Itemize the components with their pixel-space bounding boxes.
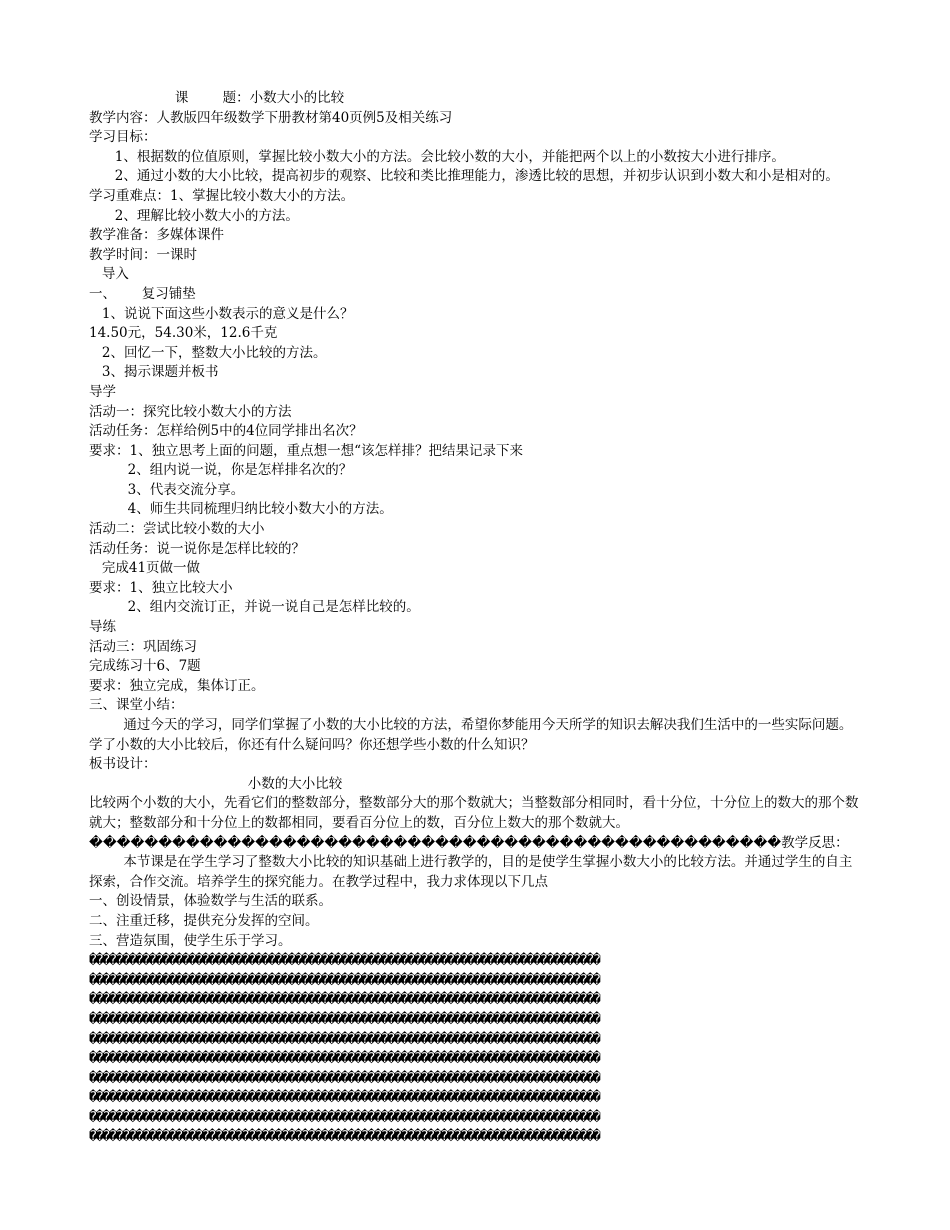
garbled-reflection-line: ��������������������������������������������������教学反思：: [89, 834, 849, 851]
garbled-line: �����������������������������������������������������������������������������: [89, 952, 600, 969]
teaching-content: 教学内容：人教版四年级数学下册教材第40页例5及相关练习: [89, 109, 453, 126]
document-page: [89, 89, 859, 1147]
activity-3-title: 活动三：巩固练习: [89, 638, 197, 655]
title-line: 课 题：小数大小的比较: [89, 90, 345, 106]
garbled-line: �����������������������������������������������������������������������������: [89, 1050, 600, 1067]
activity-2-title: 活动二：尝试比较小数的大小: [89, 521, 265, 538]
reflection-point-3: 三、营造氛围，使学生乐于学习。: [89, 932, 292, 949]
review-decimals: 14.50元，54.30米，12.6千克: [89, 325, 278, 342]
section-intro: 导入: [89, 266, 129, 283]
activity-1-req-1: 要求：1、独立思考上面的问题，重点想一想“该怎样排？把结果记录下来: [89, 442, 523, 459]
reflection-point-2: 二、注重迁移，提供充分发挥的空间。: [89, 912, 319, 929]
activity-1-title: 活动一：探究比较小数大小的方法: [89, 403, 292, 420]
section-review: 一、 复习铺垫: [89, 285, 196, 302]
activity-3-req: 要求：独立完成，集体订正。: [89, 677, 265, 694]
board-design-title: 小数的大小比较: [89, 775, 343, 792]
activity-2-exercise: 完成41页做一做: [89, 560, 201, 577]
garbled-line: �����������������������������������������������������������������������������: [89, 1108, 600, 1125]
learning-goals-heading: 学习目标：: [89, 129, 157, 146]
section-guided-practice: 导练: [89, 619, 116, 636]
activity-1-task: 活动任务：怎样给例5中的4位同学排出名次？: [89, 423, 363, 440]
reflection-paragraph: 本节课是在学生学习了整数大小比较的知识基础上进行教学的，目的是使学生掌握小数大小的比较方法。并通过学生的自主探索，合作交流。培养学生的探究能力。在教学过程中，我力求体现以下几点: [89, 854, 853, 890]
garbled-line: �����������������������������������������������������������������������������: [89, 1030, 600, 1047]
garbled-line: �����������������������������������������������������������������������������: [89, 991, 600, 1008]
activity-2-req-1: 要求：1、独立比较大小: [89, 579, 233, 596]
garbled-line: �����������������������������������������������������������������������������: [89, 1069, 600, 1086]
activity-2-task: 活动任务：说一说你是怎样比较的？: [89, 540, 305, 557]
garbled-line: �����������������������������������������������������������������������������: [89, 971, 600, 988]
activity-1-req-3: 3、代表交流分享。: [89, 481, 245, 498]
summary-paragraph: 通过今天的学习，同学们掌握了小数的大小比较的方法，希望你梦能用今天所学的知识去解决我们生活中的一些实际问题。学了小数的大小比较后，你还有什么疑问吗？你还想学些小数的什么知识？: [89, 717, 853, 753]
reflection-point-1: 一、创设情景，体验数学与生活的联系。: [89, 893, 332, 910]
activity-1-req-4: 4、师生共同梳理归纳比较小数大小的方法。: [89, 501, 393, 518]
key-difficulty-2: 2、理解比较小数大小的方法。: [89, 207, 299, 224]
goal-1: 1、根据数的位值原则，掌握比较小数大小的方法。会比较小数的大小，并能把两个以上的小数按大小进行排序。: [89, 148, 785, 165]
activity-3-exercise: 完成练习十6、7题: [89, 658, 201, 675]
review-item-1: 1、说说下面这些小数表示的意义是什么？: [89, 305, 354, 322]
section-guided-learning: 导学: [89, 383, 116, 400]
teaching-prep: 教学准备：多媒体课件: [89, 227, 224, 244]
goal-2: 2、通过小数的大小比较，提高初步的观察、比较和类比推理能力，渗透比较的思想，并初步认识到小数大和小是相对的。: [89, 168, 839, 185]
garbled-line: �����������������������������������������������������������������������������: [89, 1010, 600, 1027]
teaching-time: 教学时间：一课时: [89, 246, 197, 263]
review-item-2: 2、回忆一下，整数大小比较的方法。: [89, 344, 327, 361]
garbled-line: �����������������������������������������������������������������������������: [89, 1128, 600, 1145]
summary-heading: 三、课堂小结：: [89, 697, 184, 714]
activity-1-req-2: 2、组内说一说，你是怎样排名次的？: [89, 462, 353, 479]
board-design-heading: 板书设计：: [89, 756, 157, 773]
key-difficulty-1: 学习重难点：1、掌握比较小数大小的方法。: [89, 187, 355, 204]
activity-2-req-2: 2、组内交流订正，并说一说自己是怎样比较的。: [89, 599, 420, 616]
garbled-line: �����������������������������������������������������������������������������: [89, 1089, 600, 1106]
review-item-3: 3、揭示课题并板书: [89, 364, 219, 381]
board-design-paragraph: 比较两个小数的大小，先看它们的整数部分，整数部分大的那个数就大；当整数部分相同时，看十分位，十分位上的数大的那个数就大；整数部分和十分位上的数都相同，要看百分位上的数，百分位上数大的那个数就大。: [89, 795, 859, 831]
